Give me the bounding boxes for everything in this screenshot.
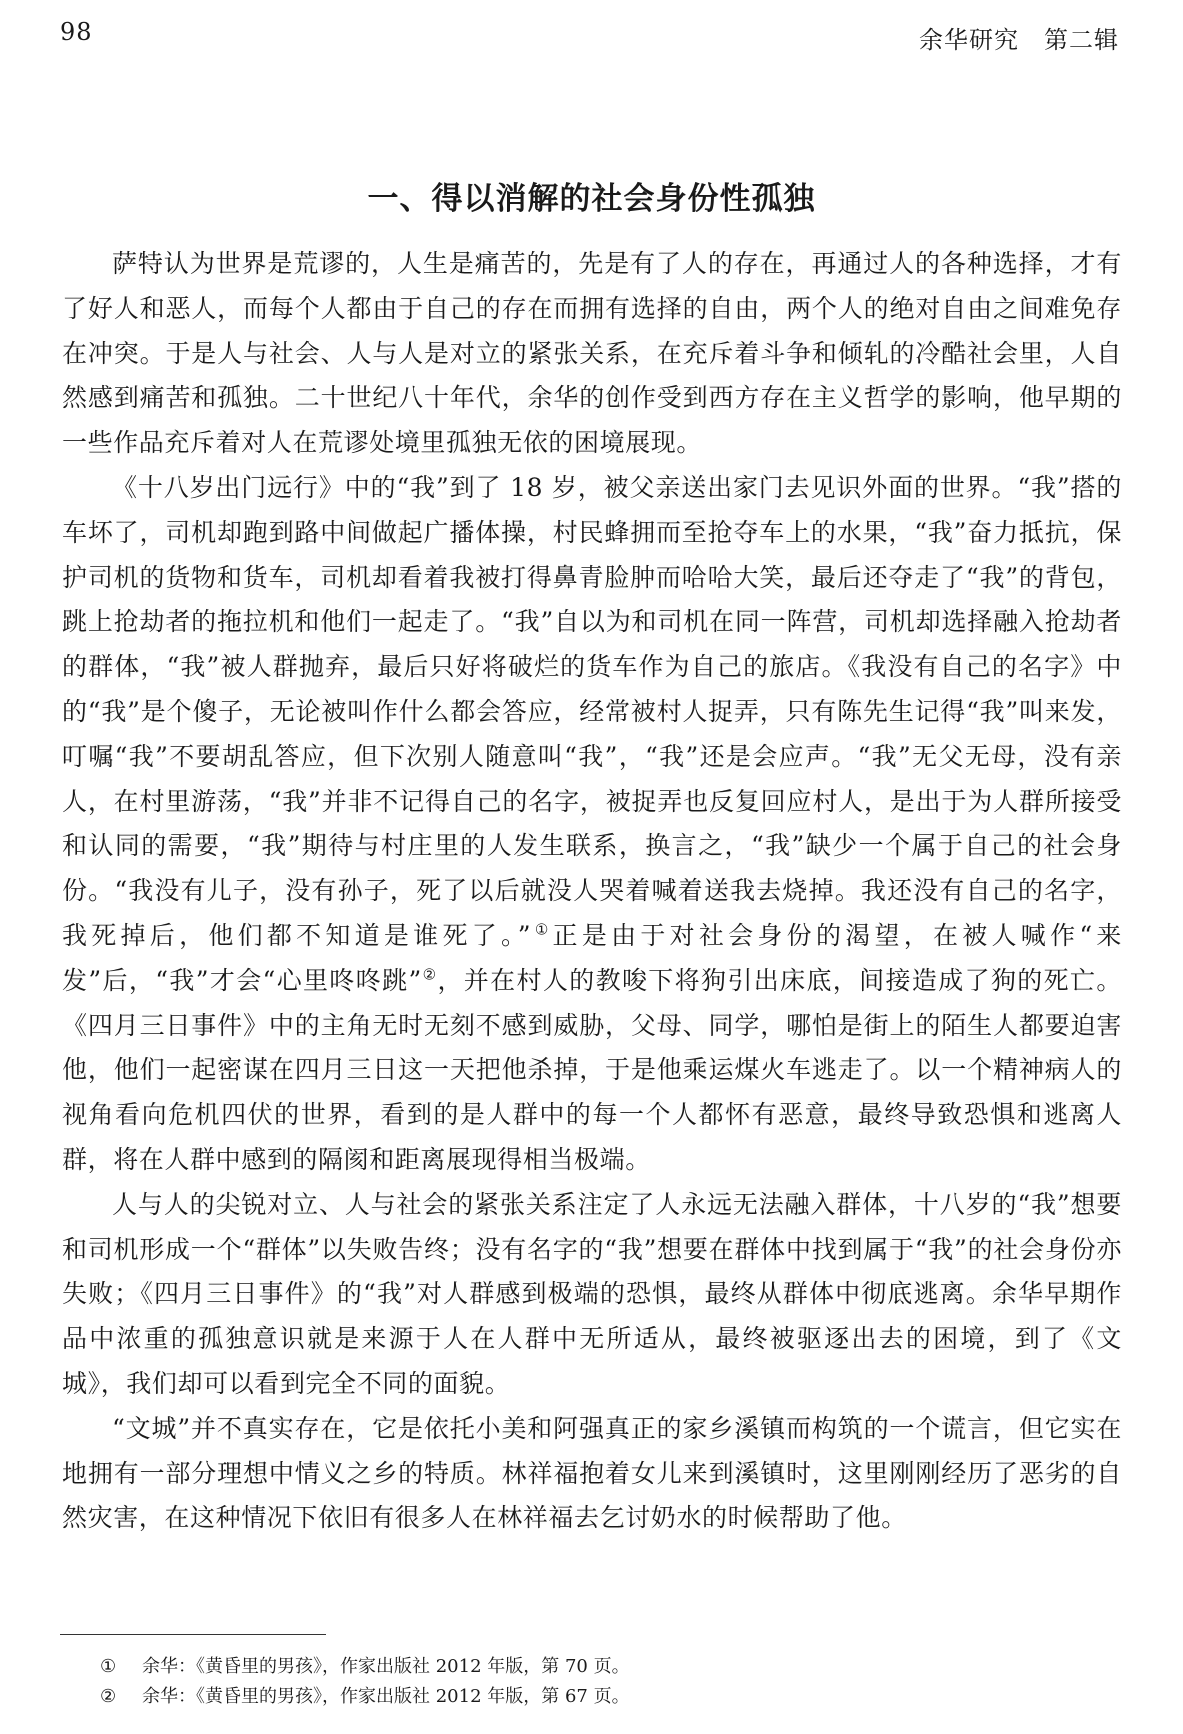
footnote-text: 余华：《黄昏里的男孩》，作家出版社 2012 年版，第 70 页。: [142, 1656, 630, 1677]
footnotes: [100, 1652, 1120, 1712]
footnote: [100, 1682, 1120, 1712]
paragraph-2-part-2: 正是由于对社会身份的渴望，在被人喊作“来发”后，“我”才会“心里咚咚跳”: [62, 920, 1122, 995]
running-header: 余华研究 第二辑: [919, 26, 1119, 54]
paragraph-1: 萨特认为世界是荒谬的，人生是痛苦的，先是有了人的存在，再通过人的各种选择，才有了好人和恶人，而每个人都由于自己的存在而拥有选择的自由，两个人的绝对自由之间难免存在冲突。于是人与社会、人与人是对立的紧张关系，在充斥着斗争和倾轧的冷酷社会里，人自然感到痛苦和孤独。二十世纪八十年代，余华的创作受到西方存在主义哲学的影响，他早期的一些作品充斥着对人在荒谬处境里孤独无依的困境展现。: [62, 249, 1122, 458]
paragraph-2-part-3: ，并在村人的教唆下将狗引出床底，间接造成了狗的死亡。《四月三日事件》中的主角无时无刻不感到威胁，父母、同学，哪怕是街上的陌生人都要迫害他，他们一起密谋在四月三日这一天把他杀掉，于是他乘运煤火车逃走了。以一个精神病人的视角看向危机四伏的世界，看到的是人群中的每一个人都怀有恶意，最终导致恐惧和逃离人群，将在人群中感到的隔阂和距离展现得相当极端。: [62, 965, 1122, 1174]
footnote-ref-2[interactable]: ②: [421, 965, 438, 984]
paragraph-2-part-1: 《十八岁出门远行》中的“我”到了 18 岁，被父亲送出家门去见识外面的世界。“我”搭的车坏了，司机却跑到路中间做起广播体操，村民蜂拥而至抢夺车上的水果，“我”奋力抵抗，保护司机的货物和货车，司机却看着我被打得鼻青脸肿而哈哈大笑，最后还夺走了“我”的背包，跳上抢劫者的拖拉机和他们一起走了。“我”自以为和司机在同一阵营，司机却选择融入抢劫者的群体，“我”被人群抛弃，最后只好将破烂的货车作为自己的旅店。《我没有自己的名字》中的“我”是个傻子，无论被叫作什么都会答应，经常被村人捉弄，只有陈先生记得“我”叫来发，叮嘱“我”不要胡乱答应，但下次别人随意叫“我”，“我”还是会应声。“我”无父无母，没有亲人，在村里游荡，“我”并非不记得自己的名字，被捉弄也反复回应村人，是出于为人群所接受和认同的需要，“我”期待与村庄里的人发生联系，换言之，“我”缺少一个属于自己的社会身份。“我没有儿子，没有孙子，死了以后就没人哭着喊着送我去烧掉。我还没有自己的名字，我死掉后，他们都不知道是谁死了。”: [62, 472, 1122, 950]
footnote-text: 余华：《黄昏里的男孩》，作家出版社 2012 年版，第 67 页。: [142, 1686, 630, 1707]
section-title: 一、得以消解的社会身份性孤独: [367, 180, 816, 217]
paragraph-3: 人与人的尖锐对立、人与社会的紧张关系注定了人永远无法融入群体，十八岁的“我”想要和司机形成一个“群体”以失败告终；没有名字的“我”想要在群体中找到属于“我”的社会身份亦失败；《四月三日事件》的“我”对人群感到极端的恐惧，最终从群体中彻底逃离。余华早期作品中浓重的孤独意识就是来源于人在人群中无所适从，最终被驱逐出去的困境，到了《文城》，我们却可以看到完全不同的面貌。: [62, 1189, 1122, 1398]
paragraph-4: “文城”并不真实存在，它是依托小美和阿强真正的家乡溪镇而构筑的一个谎言，但它实在地拥有一部分理想中情义之乡的特质。林祥福抱着女儿来到溪镇时，这里刚刚经历了恶劣的自然灾害，在这种情况下依旧有很多人在林祥福去乞讨奶水的时候帮助了他。: [62, 1413, 1122, 1533]
footnote-mark: ①: [100, 1656, 117, 1677]
paragraph-2: [62, 466, 1122, 1183]
body-text: [62, 242, 1122, 1541]
footnote: [100, 1652, 1120, 1682]
footnote-rule: [60, 1634, 326, 1635]
footnote-mark: ②: [100, 1686, 117, 1707]
footnote-ref-1[interactable]: ①: [531, 920, 553, 939]
page-number: 98: [60, 18, 93, 46]
